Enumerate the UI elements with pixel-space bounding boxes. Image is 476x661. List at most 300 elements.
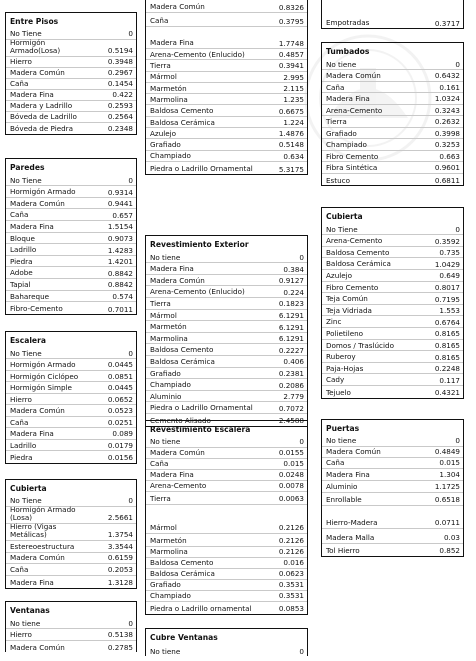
row-value: 2.995 bbox=[283, 72, 304, 82]
table-row bbox=[6, 175, 136, 187]
row-value: 0.8326 bbox=[278, 2, 304, 12]
row-label: Tierra bbox=[150, 61, 171, 71]
table-row bbox=[322, 386, 463, 398]
row-label: Caña bbox=[150, 16, 169, 26]
table-row bbox=[6, 428, 136, 440]
row-value: 0.3941 bbox=[278, 61, 304, 71]
row-label: Madera Fina bbox=[326, 94, 370, 104]
table-row bbox=[146, 569, 307, 580]
row-label: Hierro-Madera bbox=[326, 518, 378, 528]
row-label: Madera Común bbox=[326, 447, 381, 457]
row-value: 6.1291 bbox=[278, 322, 304, 332]
row-label: Baldosa Cemento bbox=[326, 247, 390, 257]
table-row bbox=[322, 82, 463, 94]
row-label: Arena-Cemento (Enlucido) bbox=[150, 49, 245, 59]
table-row bbox=[6, 186, 136, 198]
table-row bbox=[6, 405, 136, 417]
table-row bbox=[146, 558, 307, 569]
row-label: Madera Común bbox=[326, 71, 381, 81]
section-cubre-ventanas bbox=[145, 628, 308, 656]
row-value: 0.089 bbox=[112, 429, 133, 439]
table-row bbox=[6, 40, 136, 57]
row-label: No tiene bbox=[150, 252, 181, 262]
table-row bbox=[6, 629, 136, 641]
row-value: 0.0248 bbox=[278, 470, 304, 480]
row-label: Tierra bbox=[326, 117, 347, 127]
table-row bbox=[322, 544, 463, 556]
row-value: 0.0711 bbox=[434, 518, 460, 528]
row-value: 1.4283 bbox=[107, 245, 133, 255]
row-value: 0.406 bbox=[283, 357, 304, 367]
table-row bbox=[322, 328, 463, 340]
row-label: Madera Común bbox=[150, 275, 205, 285]
table-row bbox=[146, 286, 307, 298]
table-row bbox=[6, 507, 136, 524]
row-value: 0.2785 bbox=[107, 642, 133, 652]
row-label: No tiene bbox=[10, 618, 41, 628]
table-row bbox=[322, 447, 463, 458]
row-label: Madera Fina bbox=[326, 470, 370, 480]
section-cubierta-right bbox=[321, 207, 464, 399]
table-row bbox=[146, 60, 307, 71]
section-revestimiento-exterior bbox=[145, 235, 308, 427]
table-row bbox=[6, 267, 136, 279]
row-label: No tiene bbox=[150, 437, 181, 447]
row-value: 0.4321 bbox=[434, 388, 460, 398]
row-value: 0.0851 bbox=[107, 371, 133, 381]
row-label: Baldosa Cemento bbox=[150, 106, 214, 116]
row-label: Piedra o Ladrillo ornamental bbox=[150, 604, 252, 614]
row-label: Cady bbox=[326, 375, 345, 385]
row-label: Arena-Cemento bbox=[150, 481, 207, 491]
table-row bbox=[6, 112, 136, 123]
table-row bbox=[146, 49, 307, 60]
table-row bbox=[146, 344, 307, 356]
row-label: Madera Común bbox=[10, 68, 65, 78]
row-value: 0.224 bbox=[283, 287, 304, 297]
table-row bbox=[6, 359, 136, 371]
table-row bbox=[6, 394, 136, 406]
table-row bbox=[322, 270, 463, 282]
row-value: 0.0445 bbox=[107, 383, 133, 393]
row-label: Madera Fina bbox=[10, 222, 54, 231]
table-row bbox=[146, 492, 307, 505]
row-value: 0.0078 bbox=[278, 481, 304, 491]
row-value: 0.663 bbox=[439, 151, 460, 161]
section-title: Cubierta bbox=[326, 212, 363, 221]
section-title: Entre Pisos bbox=[10, 17, 59, 26]
row-label: No tiene bbox=[326, 436, 357, 446]
row-value: 0.649 bbox=[439, 271, 460, 281]
row-value: 0.0445 bbox=[107, 360, 133, 370]
row-value: 0.5194 bbox=[107, 46, 133, 56]
table-row bbox=[146, 94, 307, 105]
table-row bbox=[322, 506, 463, 529]
table-row bbox=[146, 263, 307, 275]
table-row bbox=[322, 2, 463, 28]
row-value: 0.2126 bbox=[278, 536, 304, 546]
table-row bbox=[6, 68, 136, 79]
row-value: 0.735 bbox=[439, 248, 460, 258]
table-row bbox=[146, 379, 307, 391]
row-label: Madera Fina bbox=[150, 470, 194, 480]
section-title: Revestimiento Exterior bbox=[150, 240, 249, 249]
row-value: 0.6159 bbox=[107, 553, 133, 563]
row-value: 1.0429 bbox=[434, 259, 460, 269]
table-row bbox=[322, 374, 463, 386]
row-label: Arena-Cemento bbox=[326, 236, 383, 246]
row-value: 0 bbox=[299, 646, 304, 656]
table-row bbox=[6, 209, 136, 221]
table-row bbox=[322, 224, 463, 236]
row-label: Zinc bbox=[326, 317, 342, 327]
section-entre-pisos bbox=[5, 12, 137, 135]
row-label: No Tiene bbox=[10, 496, 42, 506]
row-label: Marmolina bbox=[150, 94, 188, 104]
row-value: 1.5154 bbox=[107, 222, 133, 232]
row-value: 0.3948 bbox=[107, 57, 133, 67]
section-title: Cubre Ventanas bbox=[150, 633, 218, 642]
section-ventanas bbox=[5, 601, 137, 652]
row-label: Adobe bbox=[10, 268, 33, 278]
table-row bbox=[146, 645, 307, 657]
row-label: Madera Fina bbox=[150, 264, 194, 274]
row-value: 0.9441 bbox=[107, 199, 133, 209]
row-label: Tol Hierro bbox=[326, 546, 360, 556]
row-label: Marmetón bbox=[150, 536, 187, 546]
row-value: 0.2248 bbox=[434, 364, 460, 374]
row-value: 0.161 bbox=[439, 82, 460, 92]
table-row bbox=[146, 437, 307, 448]
row-value: 1.4876 bbox=[278, 129, 304, 139]
table-row bbox=[322, 481, 463, 493]
section-escalera bbox=[5, 331, 137, 464]
row-value: 2.115 bbox=[283, 83, 304, 93]
row-label: Hierro bbox=[10, 630, 32, 640]
row-label: Madera Fina bbox=[10, 90, 54, 100]
table-row bbox=[322, 493, 463, 506]
table-row bbox=[146, 105, 307, 116]
section-title: Paredes bbox=[10, 163, 45, 172]
row-value: 0.8165 bbox=[434, 329, 460, 339]
row-label: Fibro Cemento bbox=[326, 151, 379, 161]
row-label: Piedra o Ladrillo Ornamental bbox=[150, 403, 253, 413]
row-value: 0.2126 bbox=[278, 523, 304, 533]
row-label: Bóveda de Piedra bbox=[10, 124, 74, 134]
table-row bbox=[322, 93, 463, 105]
table-row bbox=[322, 162, 463, 174]
table-row bbox=[146, 83, 307, 94]
row-label: Madera Común bbox=[10, 198, 65, 208]
row-value: 0.422 bbox=[112, 90, 133, 100]
row-label: Hormigón Ciclópeo bbox=[10, 371, 79, 381]
row-label: Hormigón Armado(Losa) bbox=[10, 38, 61, 56]
table-row bbox=[6, 440, 136, 452]
row-label: Ruberoy bbox=[326, 352, 356, 362]
row-value: 0 bbox=[455, 224, 460, 234]
row-label: Hierro (Vigas Metálicas) bbox=[10, 522, 57, 540]
section-title: Puertas bbox=[326, 424, 360, 433]
row-label: Champiado bbox=[150, 151, 191, 161]
table-row bbox=[146, 2, 307, 13]
row-value: 1.4201 bbox=[107, 257, 133, 267]
row-value: 1.0324 bbox=[434, 94, 460, 104]
table-row bbox=[146, 470, 307, 481]
row-label: Madera Fina bbox=[10, 429, 54, 439]
row-label: Mármol bbox=[150, 523, 177, 533]
row-value: 0.6675 bbox=[278, 106, 304, 116]
row-value: 0 bbox=[128, 496, 133, 506]
row-value: 0 bbox=[299, 252, 304, 262]
row-value: 0.6811 bbox=[434, 175, 460, 185]
row-label: Hormigón Armado (Losa) bbox=[10, 505, 76, 523]
row-value: 0.6518 bbox=[434, 495, 460, 505]
row-value: 0 bbox=[128, 29, 133, 39]
row-value: 1.1725 bbox=[434, 482, 460, 492]
row-value: 0.2564 bbox=[107, 112, 133, 122]
row-label: Grafiado bbox=[150, 580, 181, 590]
row-label: Aluminio bbox=[326, 482, 358, 492]
row-value: 0.3243 bbox=[434, 105, 460, 115]
row-label: Marmolina bbox=[150, 547, 188, 557]
row-value: 2.5661 bbox=[107, 513, 133, 523]
table-row bbox=[146, 139, 307, 150]
row-label: No Tiene bbox=[10, 29, 42, 39]
row-label: Polietileno bbox=[326, 328, 364, 338]
row-value: 0.9601 bbox=[434, 163, 460, 173]
table-row bbox=[146, 162, 307, 174]
row-label: Fibra Sintética bbox=[326, 163, 378, 173]
row-label: Tierra bbox=[150, 494, 171, 504]
row-label: Madera Común bbox=[150, 2, 205, 12]
row-value: 0.2086 bbox=[278, 380, 304, 390]
row-value: 0.3253 bbox=[434, 140, 460, 150]
row-label: Estereoestructura bbox=[10, 542, 75, 552]
row-label: Hierro bbox=[10, 57, 32, 67]
table-row bbox=[146, 368, 307, 380]
table-row bbox=[6, 382, 136, 394]
row-value: 0 bbox=[128, 175, 133, 185]
row-label: Caña bbox=[10, 210, 29, 220]
table-row bbox=[322, 363, 463, 375]
row-value: 0.6432 bbox=[434, 71, 460, 81]
row-label: Piedra bbox=[10, 453, 33, 463]
table-row bbox=[322, 247, 463, 259]
table-row bbox=[146, 534, 307, 547]
row-label: Azulejo bbox=[326, 271, 353, 280]
row-value: 0.2381 bbox=[278, 368, 304, 378]
row-label: No Tiene bbox=[326, 224, 358, 234]
row-label: Champiado bbox=[150, 591, 191, 601]
row-label: Bloque bbox=[10, 233, 35, 243]
table-row bbox=[6, 553, 136, 564]
row-label: Fibro Cemento bbox=[326, 282, 379, 292]
row-label: No tiene bbox=[326, 59, 357, 69]
row-value: 0.117 bbox=[439, 375, 460, 385]
section-col2-top bbox=[145, 0, 308, 175]
row-label: Madera Común bbox=[10, 553, 65, 563]
row-label: Cemento Alisado bbox=[150, 415, 211, 425]
table-row bbox=[6, 57, 136, 68]
row-value: 0 bbox=[299, 437, 304, 447]
row-value: 0.3592 bbox=[434, 236, 460, 246]
row-value: 0.5148 bbox=[278, 140, 304, 150]
row-value: 6.1291 bbox=[278, 310, 304, 320]
row-label: Bóveda de Ladrillo bbox=[10, 112, 77, 122]
table-row bbox=[6, 576, 136, 588]
table-row bbox=[146, 27, 307, 49]
section-title: Cubierta bbox=[10, 484, 47, 493]
row-value: 0.0623 bbox=[278, 569, 304, 579]
row-value: 0.0179 bbox=[107, 440, 133, 450]
row-value: 1.235 bbox=[283, 95, 304, 105]
table-row bbox=[146, 402, 307, 414]
row-value: 0.2593 bbox=[107, 101, 133, 111]
table-row bbox=[322, 305, 463, 317]
section-title: Ventanas bbox=[10, 606, 50, 615]
table-row bbox=[6, 541, 136, 553]
table-row bbox=[6, 291, 136, 303]
row-label: Baldosa Cemento bbox=[150, 558, 214, 568]
table-row bbox=[322, 469, 463, 481]
row-value: 2.779 bbox=[283, 392, 304, 402]
table-row bbox=[6, 279, 136, 291]
row-label: Paja-Hojas bbox=[326, 363, 364, 373]
row-value: 0.5138 bbox=[107, 630, 133, 640]
row-label: Estuco bbox=[326, 175, 351, 185]
table-row bbox=[322, 116, 463, 128]
table-row bbox=[146, 13, 307, 27]
row-label: Teja Vidriada bbox=[326, 305, 372, 315]
row-label: Madera y Ladrillo bbox=[10, 101, 73, 111]
table-row bbox=[322, 351, 463, 363]
table-row bbox=[6, 79, 136, 90]
table-row bbox=[6, 123, 136, 134]
row-value: 0 bbox=[455, 59, 460, 69]
row-value: 0.7072 bbox=[278, 403, 304, 413]
row-value: 2.4588 bbox=[278, 416, 304, 426]
row-value: 1.3128 bbox=[107, 578, 133, 588]
row-value: 0.9127 bbox=[278, 276, 304, 286]
table-row bbox=[6, 221, 136, 233]
table-row bbox=[146, 547, 307, 558]
row-label: Madera Común bbox=[10, 642, 65, 652]
table-row bbox=[6, 417, 136, 429]
row-label: Caña bbox=[10, 417, 29, 427]
table-row bbox=[6, 244, 136, 256]
row-label: Marmetón bbox=[150, 322, 187, 332]
table-row bbox=[6, 641, 136, 653]
table-row bbox=[6, 233, 136, 245]
row-value: 1.224 bbox=[283, 117, 304, 127]
table-row bbox=[146, 321, 307, 333]
row-value: 0.574 bbox=[112, 291, 133, 301]
table-row bbox=[146, 448, 307, 459]
row-value: 0.2227 bbox=[278, 345, 304, 355]
row-value: 0.634 bbox=[283, 151, 304, 161]
table-row bbox=[146, 151, 307, 162]
row-value: 0.657 bbox=[112, 210, 133, 220]
row-label: Hormigón Armado bbox=[10, 360, 76, 370]
row-value: 1.3754 bbox=[107, 530, 133, 540]
row-value: 1.553 bbox=[439, 306, 460, 316]
table-row bbox=[322, 293, 463, 305]
row-value: 0.016 bbox=[283, 558, 304, 568]
table-row bbox=[322, 529, 463, 544]
row-value: 0.0156 bbox=[107, 453, 133, 463]
row-label: No Tiene bbox=[10, 175, 42, 185]
row-label: Baldosa Cerámica bbox=[150, 356, 215, 366]
row-value: 0.1823 bbox=[278, 299, 304, 309]
row-label: Caña bbox=[326, 82, 345, 92]
table-row bbox=[146, 602, 307, 614]
section-col3-top bbox=[321, 0, 464, 29]
row-value: 0.8165 bbox=[434, 340, 460, 350]
row-value: 0.015 bbox=[283, 459, 304, 469]
table-row bbox=[6, 101, 136, 112]
row-value: 0.8842 bbox=[107, 280, 133, 290]
table-row bbox=[146, 252, 307, 264]
table-row bbox=[322, 105, 463, 117]
row-value: 5.3175 bbox=[278, 164, 304, 174]
table-row bbox=[6, 302, 136, 314]
row-label: Grafiado bbox=[150, 140, 181, 150]
table-row bbox=[322, 282, 463, 294]
row-value: 0.3998 bbox=[434, 128, 460, 138]
row-label: Baldosa Cerámica bbox=[150, 569, 215, 579]
table-row bbox=[322, 316, 463, 328]
row-value: 0.0063 bbox=[278, 494, 304, 504]
row-label: Baldosa Cemento bbox=[150, 345, 214, 355]
row-label: No tiene bbox=[150, 646, 181, 656]
table-row bbox=[322, 70, 463, 82]
table-row bbox=[322, 235, 463, 247]
row-value: 0.8842 bbox=[107, 268, 133, 278]
row-label: Mármol bbox=[150, 72, 177, 82]
table-row bbox=[322, 128, 463, 140]
row-value: 0 bbox=[128, 348, 133, 358]
row-label: Azulejo bbox=[150, 128, 177, 138]
section-cubierta-left bbox=[5, 479, 137, 589]
row-value: 0 bbox=[128, 618, 133, 628]
table-row bbox=[6, 618, 136, 630]
row-value: 0.2967 bbox=[107, 68, 133, 78]
row-label: Grafiado bbox=[326, 128, 357, 138]
row-label: Grafiado bbox=[150, 368, 181, 378]
row-value: 0.3717 bbox=[434, 18, 460, 28]
section-title: Revestimiento Escalera bbox=[150, 425, 251, 434]
row-value: 0.7011 bbox=[107, 304, 133, 314]
row-value: 1.7748 bbox=[278, 38, 304, 48]
row-label: Madera Común bbox=[150, 448, 205, 458]
table-row bbox=[6, 348, 136, 360]
table-row bbox=[322, 340, 463, 352]
row-value: 0.6764 bbox=[434, 317, 460, 327]
table-row bbox=[322, 258, 463, 270]
table-row bbox=[146, 333, 307, 345]
row-value: 6.1291 bbox=[278, 334, 304, 344]
table-row bbox=[322, 174, 463, 186]
row-label: Piedra bbox=[10, 256, 33, 266]
table-row bbox=[146, 310, 307, 322]
row-value: 0.3795 bbox=[278, 16, 304, 26]
row-value: 0.015 bbox=[439, 458, 460, 468]
table-row bbox=[146, 505, 307, 534]
table-row bbox=[6, 564, 136, 576]
row-label: Aluminio bbox=[150, 391, 182, 401]
row-value: 0.1454 bbox=[107, 79, 133, 89]
row-label: Madera Malla bbox=[326, 533, 375, 543]
